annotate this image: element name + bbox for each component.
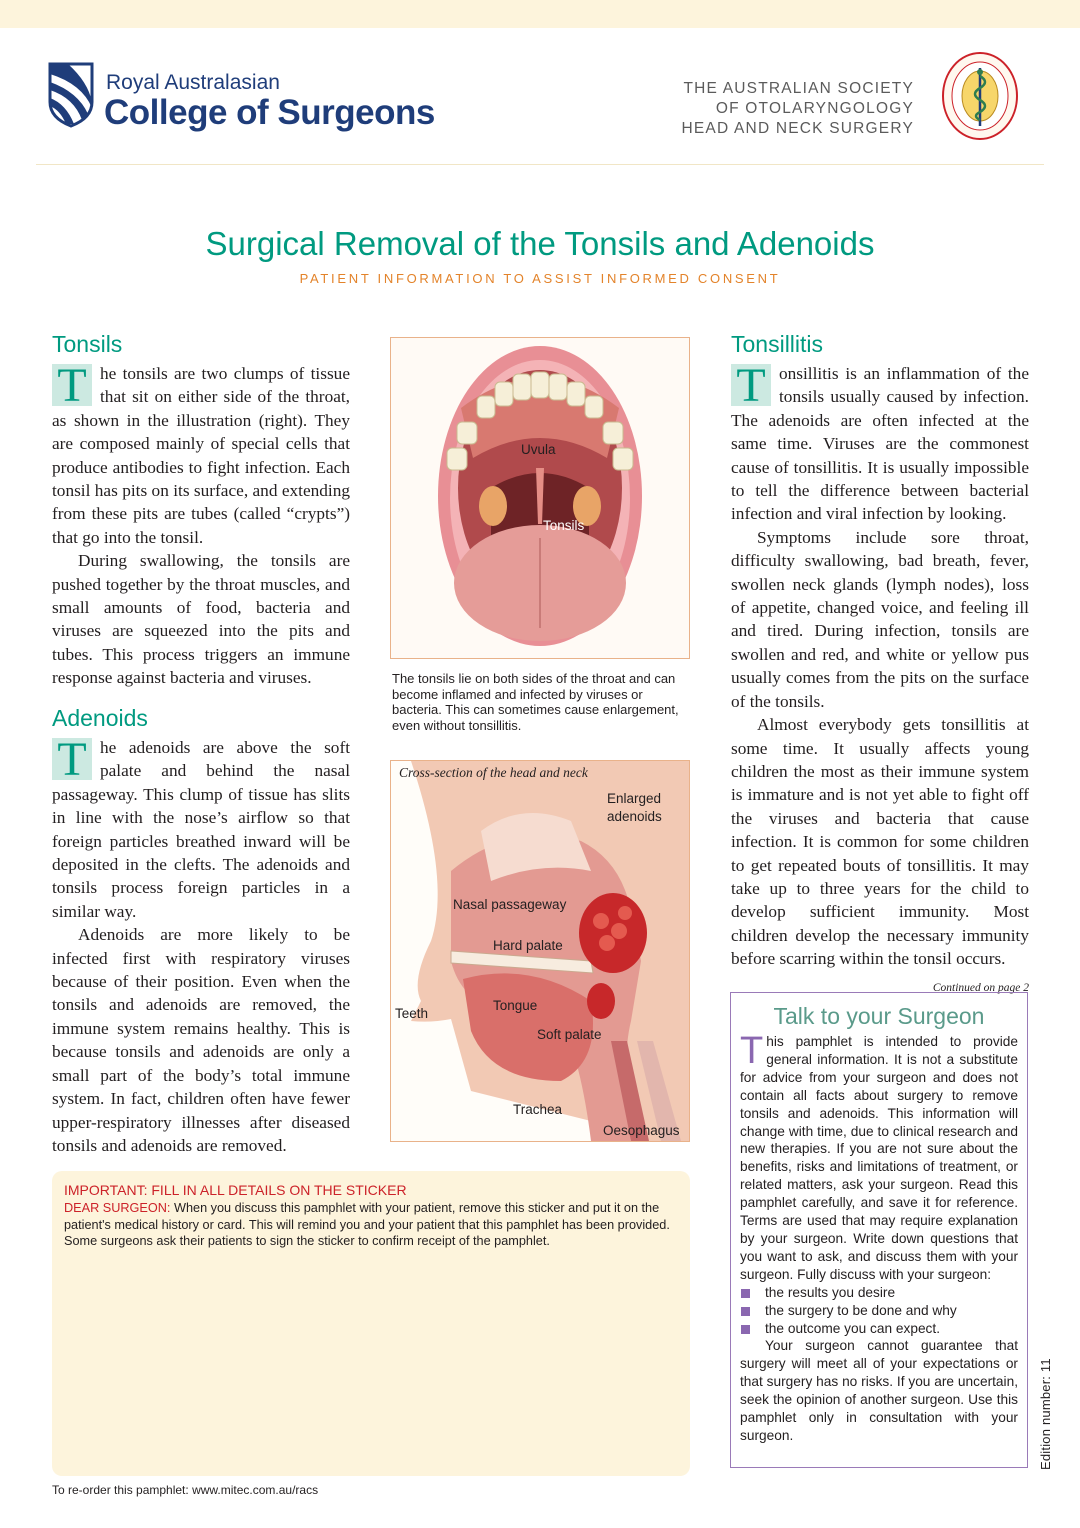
hard-palate-label: Hard palate <box>493 938 563 953</box>
tonsillitis-paragraph-3: Almost everybody gets tonsillitis at some time. It usually affects young children the most as their immune system is immature and is not yet able to fight off the viruses and bacteria that cause infection. It is common for some children to get repeated bouts of tonsillitis. It may take up to three years for the child to develop sufficient immunity. Most children develop the necessary immunity before scarring within the tonsil occurs. <box>731 715 1029 969</box>
nasal-passageway-label: Nasal passageway <box>453 897 567 912</box>
bullet-square-icon <box>741 1325 750 1334</box>
oesophagus-label: Oesophagus <box>603 1123 680 1138</box>
header-divider <box>36 164 1044 165</box>
list-item: the outcome you can expect. <box>740 1320 1018 1338</box>
society-seal-icon <box>940 50 1020 142</box>
enlarged-adenoids-label-1: Enlarged <box>607 791 662 806</box>
dropcap: T <box>52 738 92 780</box>
bullet-square-icon <box>741 1307 750 1316</box>
page-title: Surgical Removal of the Tonsils and Adenoids <box>205 225 875 262</box>
cross-section-title: Cross-section of the head and neck <box>399 765 588 780</box>
mouth-drawing <box>391 338 689 658</box>
talk-paragraph-2: Your surgeon cannot guarantee that surgery will meet all of your expectations or that surgery has no risks. If you are uncertain, seek the opinion of another surgeon. Use this pamphlet only in consultation with your surgeon. <box>740 1338 1018 1443</box>
dropcap: T <box>731 364 771 406</box>
sticker-box <box>52 1171 690 1476</box>
sticker-heading: IMPORTANT: FILL IN ALL DETAILS ON THE STICKER <box>64 1182 407 1198</box>
mouth-caption: The tonsils lie on both sides of the throat and can become inflamed and infected by viruses or bacteria. This can sometimes cause enlargement, even without tonsillitis. <box>392 671 679 733</box>
talk-to-surgeon-box <box>730 992 1028 1468</box>
talk-heading: Talk to your Surgeon <box>773 1003 985 1029</box>
mouth-illustration <box>390 337 690 659</box>
trachea-label: Trachea <box>513 1102 563 1117</box>
tonsillitis-section <box>731 359 1029 1000</box>
page-subtitle: PATIENT INFORMATION TO ASSIST INFORMED CONSENT <box>299 271 781 286</box>
society-name <box>682 79 915 139</box>
sticker-text <box>64 1200 684 1250</box>
tonsils-heading: Tonsils <box>52 331 123 357</box>
teeth-label: Teeth <box>395 1006 429 1021</box>
soft-palate-label: Soft palate <box>537 1027 602 1042</box>
tonsillitis-heading: Tonsillitis <box>731 331 824 357</box>
talk-bullet-list <box>740 1284 1018 1338</box>
society-line2: OF OTOLARYNGOLOGY <box>715 100 914 117</box>
tonsils-label: Tonsils <box>543 518 585 533</box>
shield-icon <box>48 62 94 128</box>
tonsils-section <box>52 359 350 690</box>
enlarged-adenoids-label-2: adenoids <box>607 809 662 824</box>
adenoids-heading: Adenoids <box>52 705 148 731</box>
sticker-lead: DEAR SURGEON: <box>64 1201 171 1215</box>
sticker-body: When you discuss this pamphlet with your patient, remove this sticker and put it on the patient's medical history or card. This will remind you and your patient that this pamphlet has been provided. Some surgeons ask their patients to sign the sticker to confirm receipt of the pamphlet. <box>64 1201 670 1248</box>
edition-number: Edition number: 11 <box>1038 1358 1053 1470</box>
list-item: the surgery to be done and why <box>740 1302 1018 1320</box>
tongue-label: Tongue <box>493 998 538 1013</box>
continued-note: Continued on page 2 <box>932 981 1029 994</box>
tonsillitis-paragraph-1: onsillitis is an inflammation of the tonsils usually caused by infection. The adenoids are often infected at the same time. Viruses are the commonest cause of tonsillitis. It is usually impossible to tell the difference between bacterial infection and viral infection by looking. <box>731 364 1029 524</box>
bullet-square-icon <box>741 1289 750 1298</box>
adenoids-paragraph-2: Adenoids are more likely to be infected first with respiratory viruses because of their position. Even when the tonsils and adenoids are removed, the immune system remains healthy. This is because tonsils and adenoids are only a small part of the body’s total immune system. In fact, children often have fewer upper-respiratory illnesses after diseased tonsils and adenoids are removed. <box>52 925 350 1155</box>
society-line1: THE AUSTRALIAN SOCIETY <box>683 80 914 97</box>
reorder-note: To re-order this pamphlet: www.mitec.com.au/racs <box>52 1483 319 1497</box>
talk-body <box>740 1030 1018 1445</box>
talk-paragraph-1: his pamphlet is intended to provide general information. It is not a substitute for advice from your surgeon and does not contain all facts about surgery to remove tonsils and adenoids. This information will change with time, due to clinical research and new therapies. If you are not sure about the benefits, risks and limitations of treatment, or related matters, ask your surgeon. Read this pamphlet carefully, and save it for reference. Terms are used that may require explanation by your surgeon. Write down questions that you want to ask, and discuss them with your surgeon. Fully discuss with your surgeon: <box>740 1034 1018 1282</box>
tonsillitis-paragraph-2: Symptoms include sore throat, difficulty swallowing, bad breath, fever, swollen neck glands (lymph nodes), loss of appetite, changed voice, and feeling ill and tired. During infection, tonsils are swollen and red, and white or yellow pus usually comes from the pits on the surface of the tonsils. <box>731 527 1029 711</box>
college-logo <box>48 62 448 134</box>
top-band <box>0 0 1080 28</box>
society-line3: HEAD AND NECK SURGERY <box>681 120 914 137</box>
tonsils-paragraph-2: During swallowing, the tonsils are pushed together by the throat muscles, and small amounts of food, bacteria and viruses are squeezed into the pits and tubes. This process triggers an immune response against bacteria and viruses. <box>52 551 350 688</box>
tonsils-paragraph-1: he tonsils are two clumps of tissue that sit on either side of the throat, as shown in the illustration (right). They are composed mainly of special cells that produce antibodies to fight infection. Each tonsil has pits on its surface, and extending from these pits are tubes (called “crypts”) that go into the tonsil. <box>52 364 350 547</box>
college-name-line1: Royal Australasian <box>106 71 280 94</box>
adenoids-paragraph-1: he adenoids are above the soft palate and behind the nasal passageway. This clump of tissue has slits in line with the nose’s airflow so that foreign particles breathed inward will be deposited in the clefts. The adenoids and tonsils process foreign particles in a similar way. <box>52 738 350 921</box>
dropcap: T <box>740 1030 764 1072</box>
list-item: the results you desire <box>740 1284 1018 1302</box>
uvula-label: Uvula <box>521 442 556 457</box>
cross-section-illustration <box>390 760 690 1142</box>
dropcap: T <box>52 364 92 406</box>
adenoids-section <box>52 733 350 1157</box>
college-name-line2: College of Surgeons <box>104 93 435 132</box>
